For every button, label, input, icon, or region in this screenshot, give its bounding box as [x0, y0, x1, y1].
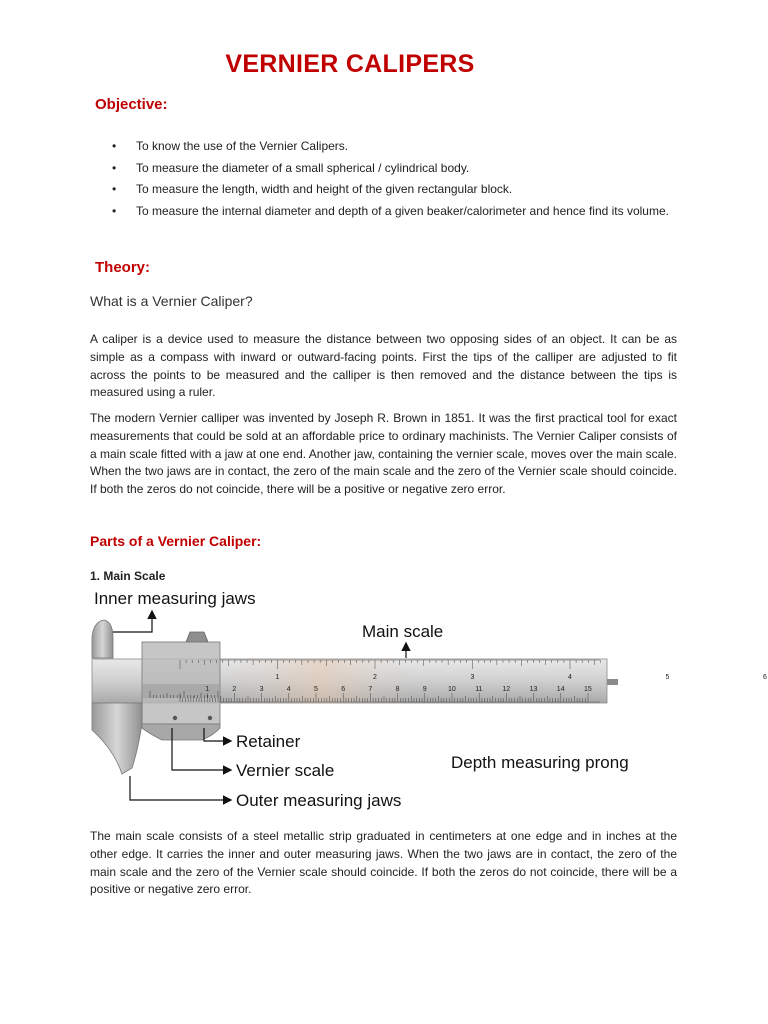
cm-number: 4: [286, 686, 291, 693]
cm-number: 12: [502, 686, 511, 693]
sliding-outer-jaw: [142, 724, 220, 740]
list-item: • To measure the internal diameter and depth of a given beaker/calorimeter and hence find its volume.: [112, 201, 682, 223]
outer-jaws-pointer: [130, 776, 230, 800]
cm-number: 7: [368, 686, 373, 693]
objective-heading: Objective:: [95, 96, 168, 113]
fixed-outer-jaw: [92, 703, 142, 774]
retainer-screw: [208, 716, 212, 720]
retainer-screw: [173, 716, 177, 720]
fixed-inner-jaw: [92, 620, 113, 658]
page-title: VERNIER CALIPERS: [225, 50, 475, 78]
label-main-scale: Main scale: [362, 622, 444, 641]
inch-number: 2: [373, 674, 377, 681]
inch-number: 1: [275, 674, 280, 681]
thumb-screw: [186, 632, 208, 642]
cm-number: 10: [448, 686, 456, 693]
label-vernier-scale: Vernier scale: [236, 761, 335, 780]
main-scale-paragraph: The main scale consists of a steel metallic strip graduated in centimeters at one edge and in inches at the other edge. It carries the inner and outer measuring jaws. When the two jaws are in contact, the zero of the main scale and the zero of the Vernier scale should coincide. If both the zeros do not coincide, there will be a positive or negative zero error.: [90, 829, 677, 897]
cm-number: 9: [422, 686, 427, 693]
cm-number: 13: [529, 686, 538, 693]
label-retainer: Retainer: [236, 732, 301, 751]
inch-number: 3: [470, 674, 475, 681]
cm-number: 14: [556, 686, 565, 693]
cm-number: 8: [395, 686, 400, 693]
cm-number: 5: [314, 686, 318, 693]
inch-number: 5: [665, 674, 670, 681]
label-depth-measuring-prong: Depth measuring prong: [451, 753, 629, 772]
depth-prong: [607, 679, 618, 685]
cm-number: 15: [584, 686, 592, 693]
inch-number: 6: [763, 674, 767, 681]
sliding-jaw-frame: [142, 642, 220, 724]
theory-paragraph-1: A caliper is a device used to measure the distance between two opposing sides of an object. It can be as simple as a compass with inward or outward-facing points. First the tips of the calliper are adjusted to fit across the points to be measured and the calliper is then removed and the distance between the tips is measured using a ruler.: [90, 332, 677, 400]
theory-question: What is a Vernier Caliper?: [90, 293, 253, 309]
cm-number: 6: [341, 686, 346, 693]
list-item: • To measure the length, width and height of the given rectangular block.: [112, 179, 682, 201]
cm-number: 3: [259, 686, 264, 693]
list-item: • To measure the diameter of a small spherical / cylindrical body.: [112, 158, 682, 180]
inch-number: 4: [568, 674, 572, 681]
label-inner-measuring-jaws: Inner measuring jaws: [94, 589, 256, 608]
theory-heading: Theory:: [95, 259, 151, 276]
theory-paragraph-2: The modern Vernier calliper was invented by Joseph R. Brown in 1851. It was the first practical tool for exact measurements that could be sold at an affordable price to ordinary machinists. The Vernier Caliper consists of a main scale fitted with a jaw at one end. Another jaw, containing the vernier scale, moves over the main scale. When the two jaws are in contact, the zero of the main scale and the zero of the Vernier scale should coincide. If both the zeros do not coincide, there will be a positive or negative zero error.: [90, 411, 677, 497]
objective-list: [112, 136, 682, 222]
list-item: • To know the use of the Vernier Calipers.: [112, 136, 682, 158]
beam-highlight: [220, 659, 420, 703]
vernier-caliper-diagram: [80, 580, 767, 815]
cm-number: 2: [232, 686, 237, 693]
parts-heading: Parts of a Vernier Caliper:: [90, 533, 262, 549]
cm-number: 1: [205, 686, 210, 693]
main-scale-heading: 1. Main Scale: [90, 569, 166, 583]
label-outer-measuring-jaws: Outer measuring jaws: [236, 791, 402, 810]
cm-number: 11: [475, 686, 483, 693]
